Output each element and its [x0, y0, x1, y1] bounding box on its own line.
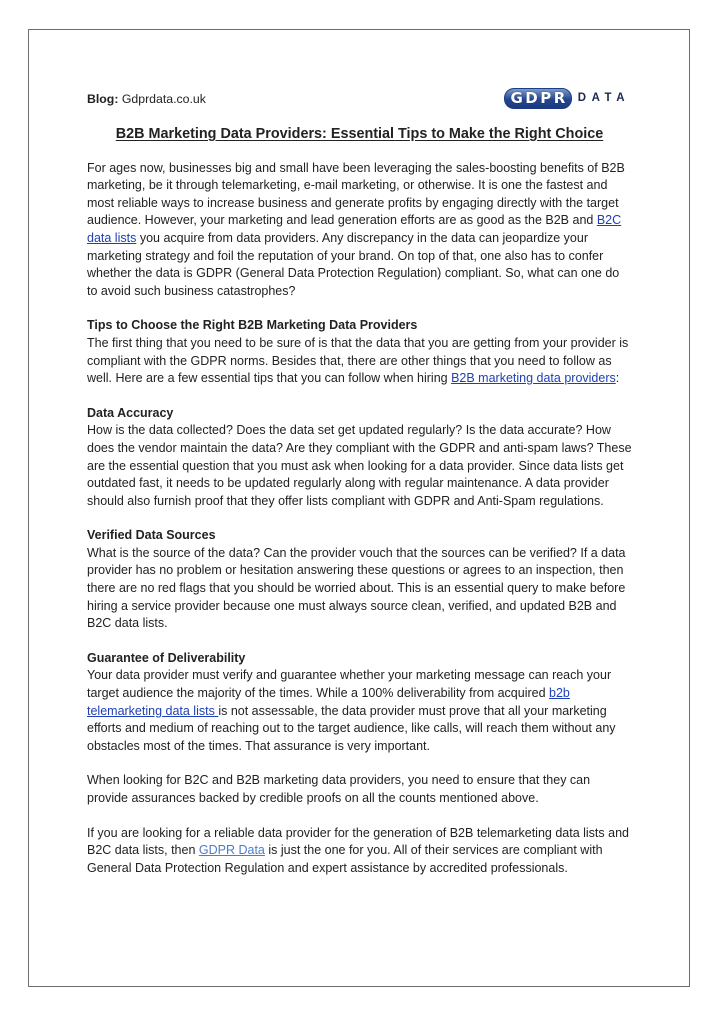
accuracy-heading: Data Accuracy	[87, 405, 174, 420]
intro-paragraph	[87, 160, 632, 301]
tips-heading: Tips to Choose the Right B2B Marketing Data Providers	[87, 318, 418, 333]
deliverability-text-1: Your data provider must verify and guarantee whether your marketing message can reach your target audience the majority of the times. While a 100% deliverability from acquired	[87, 668, 612, 701]
b2b-marketing-data-providers-link[interactable]: B2B marketing data providers	[451, 371, 616, 386]
logo-word: DATA	[577, 91, 630, 104]
verified-heading: Verified Data Sources	[87, 528, 216, 543]
blog-site: Gdprdata.co.uk	[121, 92, 206, 106]
tips-text-1: The first thing that you need to be sure of is that the data that you are getting from your provider is compliant with the GDPR norms. Besides that, there are other things that you need to follow as well. Here are a few essential tips that you can follow when hiring	[87, 335, 629, 386]
logo-letter-g: G	[510, 88, 524, 107]
closing-paragraph-2	[87, 825, 632, 878]
gdpr-data-link[interactable]: GDPR Data	[198, 843, 265, 858]
tips-text-2: :	[615, 371, 620, 386]
tips-paragraph	[87, 335, 632, 388]
intro-text-2: you acquire from data providers. Any discrepancy in the data can jeopardize your marketing strategy and foil the reputation of your brand. On top of that, one also has to confer whether the data is GDPR (General Data Protection Regulation) compliant. So, what can one do to avoid such business catastrophes?	[87, 230, 620, 298]
logo-letter-r: R	[553, 88, 566, 107]
logo-badge	[504, 88, 571, 109]
b2c-data-lists-link[interactable]: B2C data lists	[87, 213, 622, 245]
article-title: B2B Marketing Data Providers: Essential Tips to Make the Right Choice	[115, 126, 604, 142]
closing-text-1: If you are looking for a reliable data provider for the generation of B2B telemarketing data lists and B2C data lists, then	[87, 825, 629, 858]
closing-paragraph-1: When looking for B2C and B2B marketing data providers, you need to ensure that they can provide assurances backed by credible proofs on all the counts mentioned above.	[87, 773, 591, 805]
verified-paragraph: What is the source of the data? Can the provider vouch that the sources can be verified? If a data provider has no problem or hesitation answering these questions or agrees to an inspection, then there are no red flags that you should be worried about. This is an essential query to make before hiring a service provider because one must always source clean, verified, and updated B2B and B2C data lists.	[87, 545, 626, 631]
document-header	[87, 88, 632, 110]
logo-letter-p: P	[540, 88, 552, 107]
document-body	[87, 88, 632, 877]
blog-label: Blog:	[87, 92, 119, 106]
deliverability-text-2: is not assessable, the data provider must prove that all your marketing efforts and medium of reaching out to the target audience, like calls, will reach them without any obstacles most of the times. That assurance is very important.	[87, 703, 616, 753]
intro-text-1: For ages now, businesses big and small have been leveraging the sales-boosting benefits of B2B marketing, be it through telemarketing, e-mail marketing, or otherwise. It is one the fastest and most reliable ways to increase business and generate profits by engaging directly with the target audience. However, your marketing and lead generation efforts are as good as the B2B and	[87, 160, 625, 228]
deliverability-paragraph	[87, 667, 632, 755]
blog-line	[87, 91, 206, 109]
deliverability-heading: Guarantee of Deliverability	[87, 650, 246, 665]
b2b-telemarketing-data-lists-link[interactable]: b2b telemarketing data lists	[87, 686, 570, 718]
gdpr-data-logo	[504, 88, 630, 109]
accuracy-paragraph: How is the data collected? Does the data set get updated regularly? Is the data accurate? How does the vendor maintain the data? Are they compliant with the GDPR and anti-spam laws? These are the essential question that you must ask when looking for a data provider. Since data lists get outdated fast, it needs to be updated regularly along with regular maintenance. A data provider should also furnish proof that they offer lists compliant with GDPR and Anti-Spam regulations.	[87, 423, 632, 508]
logo-letter-d: D	[525, 88, 539, 107]
closing-text-2: is just the one for you. All of their services are compliant with General Data Protection Regulation and expert assistance by accredited professionals.	[87, 843, 603, 875]
